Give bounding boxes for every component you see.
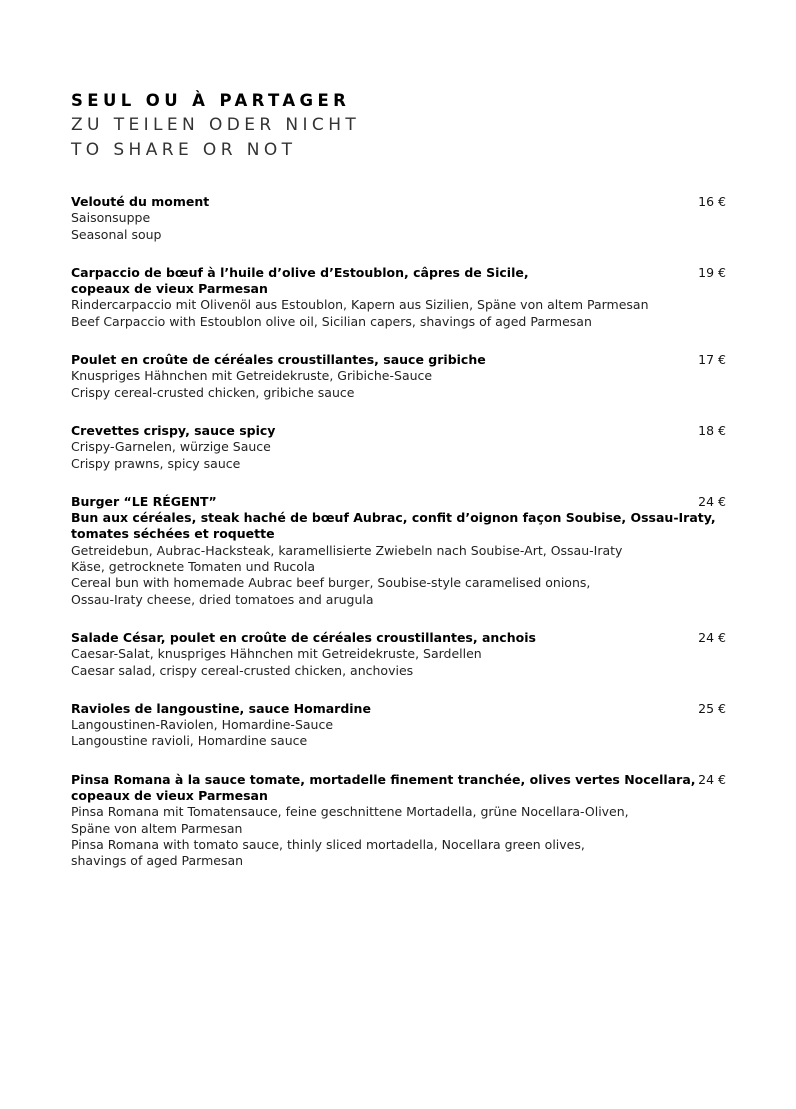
menu-item — [71, 265, 726, 330]
menu-item-description: Knuspriges Hähnchen mit Getreidekruste, Gribiche-Sauce — [71, 368, 433, 384]
menu-item-description: Beef Carpaccio with Estoublon olive oil, Sicilian capers, shavings of aged Parmesan — [71, 313, 592, 329]
menu-item-description: Saisonsuppe — [71, 210, 151, 226]
menu-item-description: Crispy-Garnelen, würzige Sauce — [71, 439, 271, 455]
menu-item-price: 25 € — [698, 700, 726, 716]
menu-item — [71, 352, 726, 401]
menu-item-description: Cereal bun with homemade Aubrac beef burger, Soubise-style caramelised onions, — [71, 575, 591, 591]
menu-item-description: Getreidebun, Aubrac-Hacksteak, karamellisierte Zwiebeln nach Soubise-Art, Ossau-Iraty — [71, 542, 623, 558]
menu-item-description: Caesar-Salat, knuspriges Hähnchen mit Getreidekruste, Sardellen — [71, 646, 482, 662]
menu-item — [71, 423, 726, 472]
menu-item — [71, 630, 726, 679]
menu-item-description: Rindercarpaccio mit Olivenöl aus Estoublon, Kapern aus Sizilien, Späne von altem Parmesan — [71, 297, 649, 313]
menu-item-description: Langoustine ravioli, Homardine sauce — [71, 733, 308, 749]
menu-item — [71, 772, 726, 870]
menu-item-description: Käse, getrocknete Tomaten und Rucola — [71, 559, 316, 575]
menu-item-description: shavings of aged Parmesan — [71, 853, 244, 869]
menu-item-description: Späne von altem Parmesan — [71, 820, 243, 836]
menu-item-description: Crispy cereal-crusted chicken, gribiche sauce — [71, 384, 355, 400]
menu-item-description: Langoustinen-Raviolen, Homardine-Sauce — [71, 717, 334, 733]
menu-page — [71, 0, 726, 892]
menu-item-name: Ravioles de langoustine, sauce Homardine — [71, 700, 371, 716]
menu-item — [71, 494, 726, 608]
menu-item — [71, 701, 726, 750]
heading-german: ZU TEILEN ODER NICHT — [71, 115, 361, 135]
menu-item-name: tomates séchées et roquette — [71, 526, 275, 542]
menu-item-name: copeaux de vieux Parmesan — [71, 281, 268, 297]
menu-item-description: Pinsa Romana with tomato sauce, thinly sliced mortadella, Nocellara green olives, — [71, 836, 585, 852]
menu-item-name: Salade César, poulet en croûte de céréales croustillantes, anchois — [71, 629, 536, 645]
menu-item-name: Burger “LE RÉGENT” — [71, 493, 217, 509]
menu-item-name: Crevettes crispy, sauce spicy — [71, 422, 276, 438]
menu-item-description: Caesar salad, crispy cereal-crusted chicken, anchovies — [71, 662, 414, 678]
section-heading — [71, 89, 726, 163]
menu-item-price: 18 € — [698, 422, 726, 438]
menu-item-name: Carpaccio de bœuf à l’huile d’olive d’Estoublon, câpres de Sicile, — [71, 264, 529, 280]
menu-item-price: 24 € — [698, 629, 726, 645]
menu-item-name: Bun aux céréales, steak haché de bœuf Aubrac, confit d’oignon façon Soubise, Ossau-Iraty, — [71, 510, 716, 526]
menu-item-price: 16 € — [698, 194, 726, 209]
menu-item-description: Ossau-Iraty cheese, dried tomatoes and arugula — [71, 591, 374, 607]
menu-item-name: Poulet en croûte de céréales croustillantes, sauce gribiche — [71, 352, 486, 368]
heading-french: SEUL OU À PARTAGER — [71, 91, 351, 110]
menu-item-name: copeaux de vieux Parmesan — [71, 788, 268, 804]
menu-item-price: 24 € — [698, 771, 726, 787]
menu-item — [71, 194, 726, 243]
menu-item-price: 19 € — [698, 264, 726, 280]
menu-items-list — [71, 194, 726, 870]
menu-item-description: Seasonal soup — [71, 226, 162, 242]
menu-item-description: Crispy prawns, spicy sauce — [71, 455, 241, 471]
menu-item-price: 24 € — [698, 493, 726, 509]
menu-item-description: Pinsa Romana mit Tomatensauce, feine geschnittene Mortadella, grüne Nocellara-Oliven, — [71, 804, 629, 820]
menu-item-price: 17 € — [698, 352, 726, 368]
heading-english: TO SHARE OR NOT — [71, 140, 297, 160]
menu-item-name: Pinsa Romana à la sauce tomate, mortadelle finement tranchée, olives vertes Nocellara, — [71, 771, 696, 787]
menu-item-name: Velouté du moment — [71, 194, 210, 209]
